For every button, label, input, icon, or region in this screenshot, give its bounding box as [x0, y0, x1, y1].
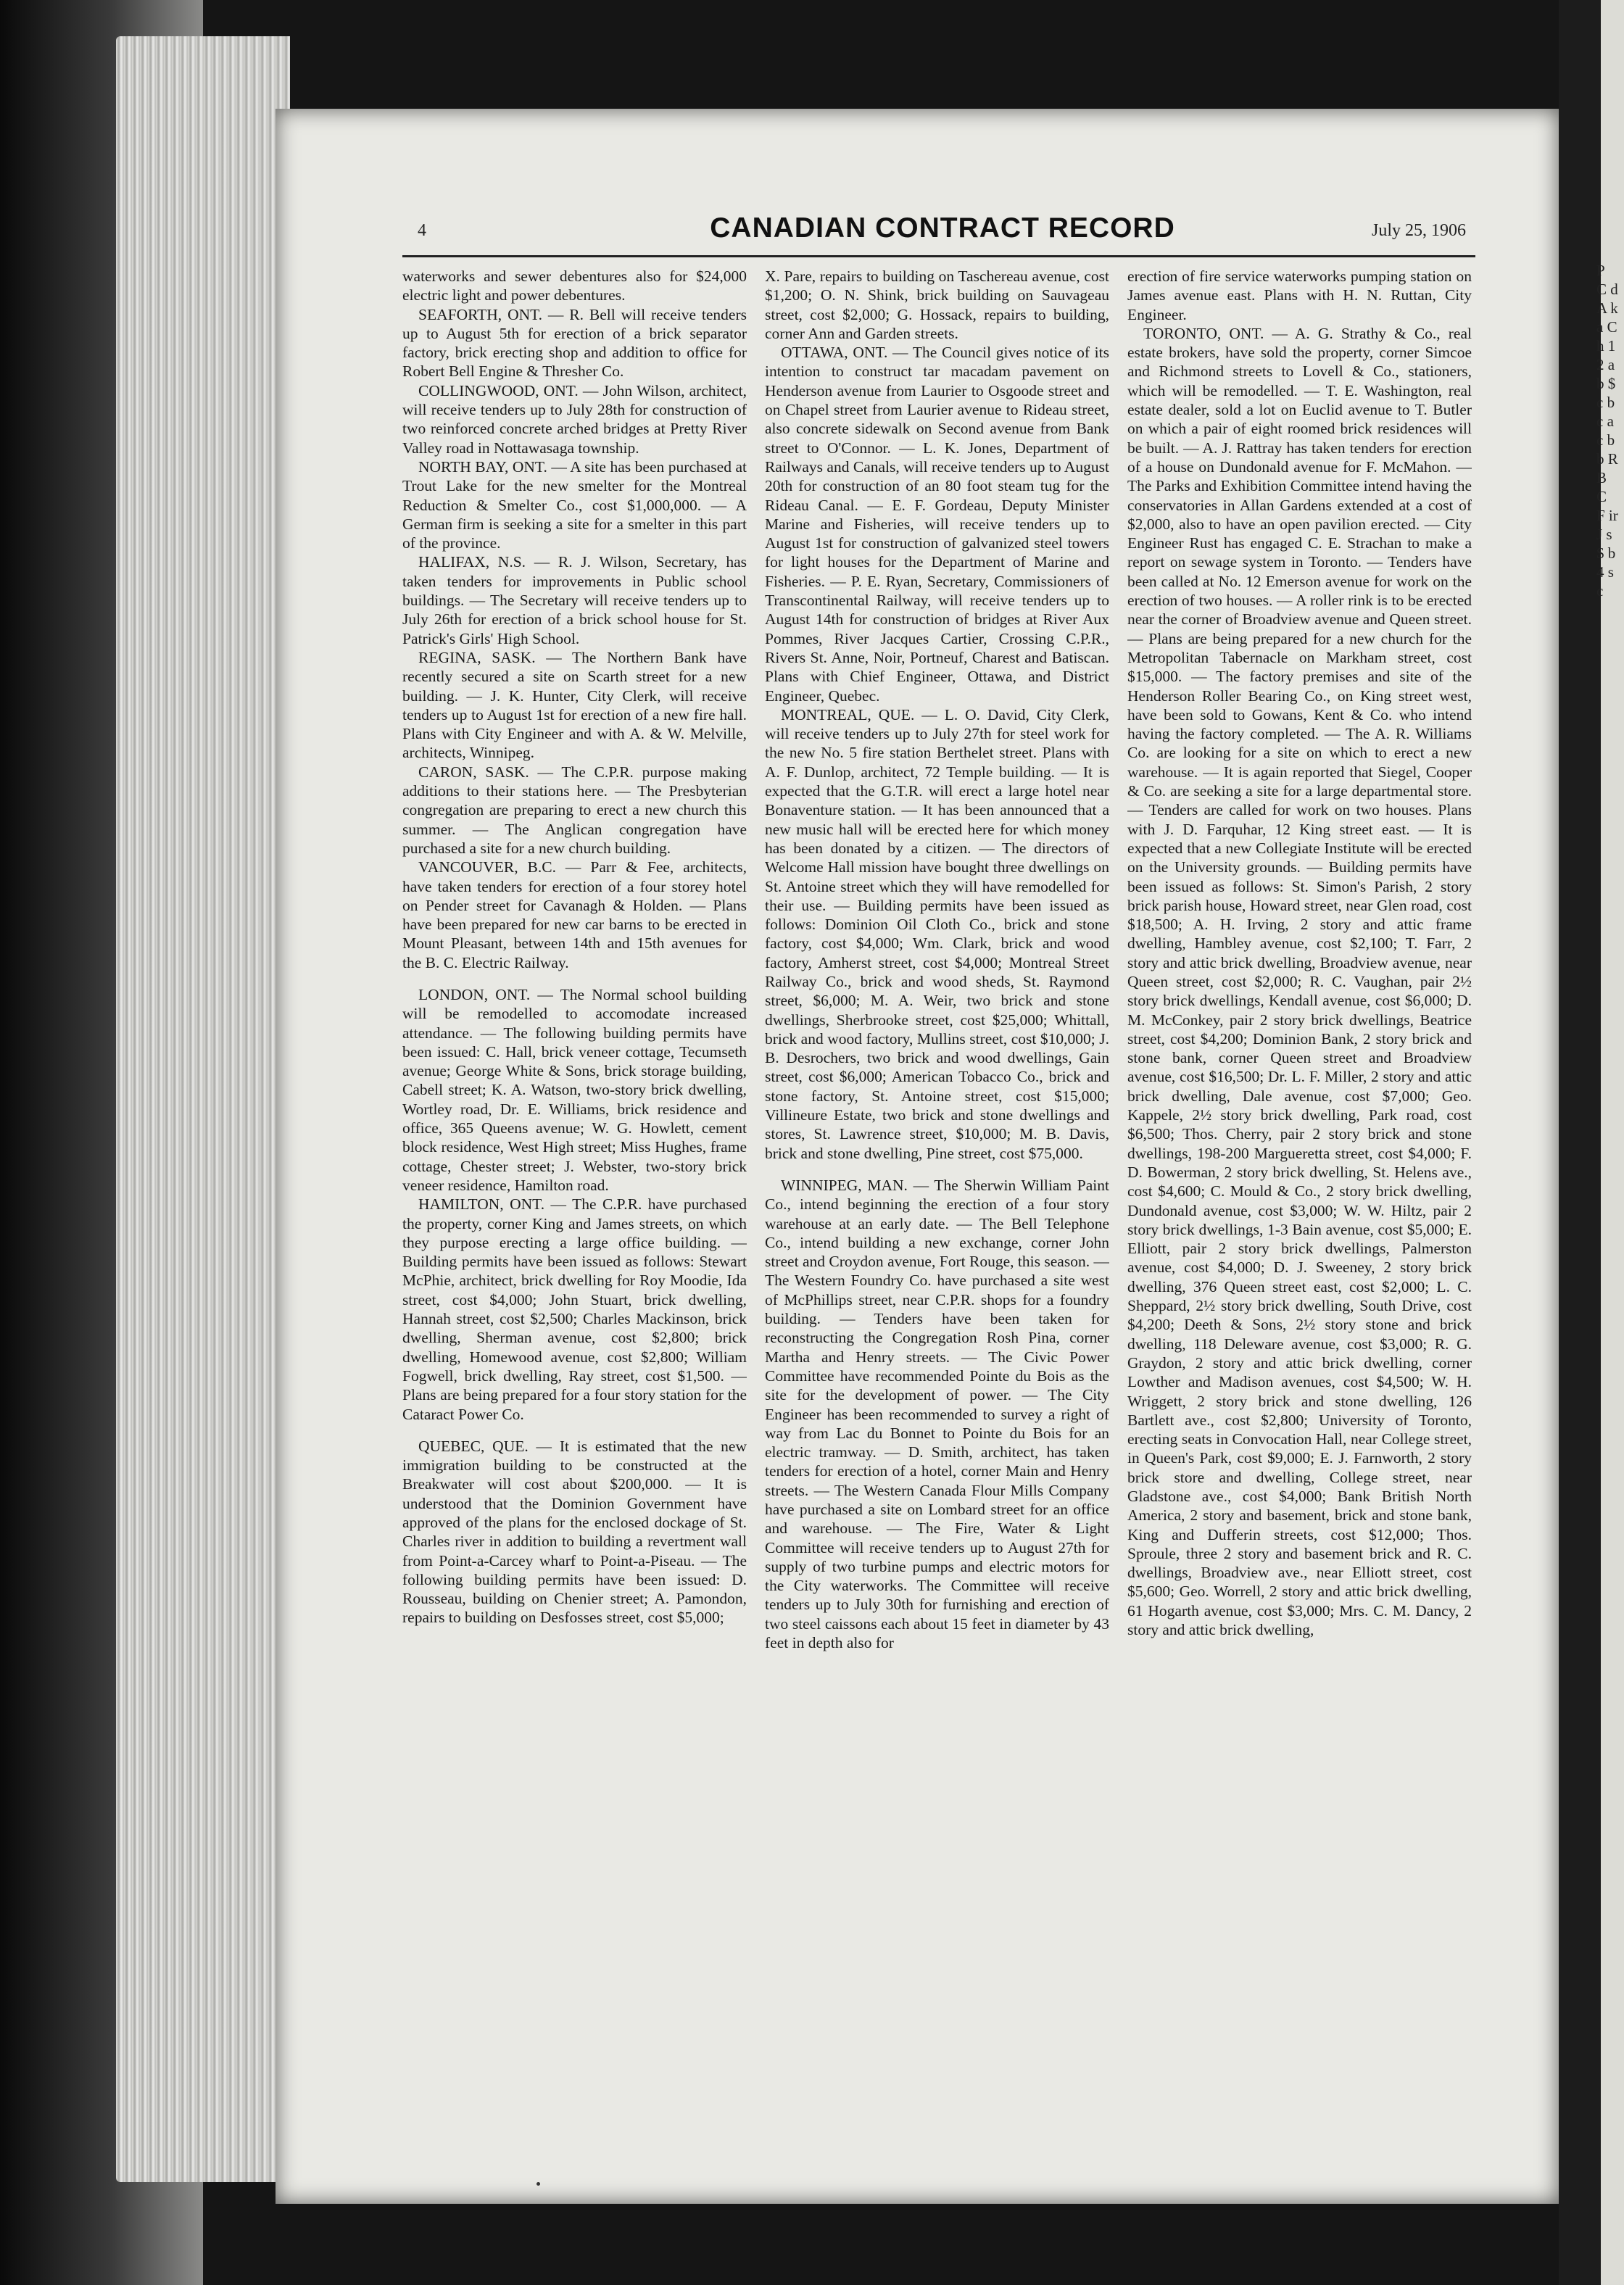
paragraph: CARON, SASK. — The C.P.R. purpose making additions to their stations here. — The Presbyterian congregation are preparing to erect a new church this summer. — The Anglican congregation have purchased a site for a new church building. [402, 763, 747, 857]
facing-page-letters: P C d A k a C h 1 2 a b $ c b c a c b b R B C F ir J s $ b 4 s c [1596, 262, 1618, 600]
paragraph: erection of fire service waterworks pumping station on James avenue east. Plans with H. N. Ruttan, City Engineer. [1127, 268, 1472, 323]
paragraph: HALIFAX, N.S. — R. J. Wilson, Secretary, has taken tenders for improvements in Public school buildings. — The Secretary will receive tenders up to July 26th for erection of a brick school house for St. Patrick's Girls' High School. [402, 553, 747, 647]
paragraph: MONTREAL, QUE. — L. O. David, City Clerk, will receive tenders up to July 27th for steel work for the new No. 5 fire station Berthelet street. Plans with A. F. Dunlop, architect, 72 Temple building. — It is expected that the G.T.R. will erect a large hotel near Bonaventure station. — It has been announced that a new music hall will be erected here for which money has been donated by a citizen. — The directors of Welcome Hall mission have bought three dwellings on St. Antoine street which they will have remodelled for their use. — Building permits have been issued as follows: Dominion Oil Cloth Co., brick and stone factory, cost $4,000; Wm. Clark, brick and wood factory, Amherst street, cost $4,000; Montreal Street Railway Co., brick and wood sheds, St. Raymond street, $6,000; M. A. Weir, two brick and stone dwellings, Sherbrooke street, cost $25,000; Whittall, brick and wood factory, Mullins street, cost $10,000; J. B. Desrochers, two brick and wood dwellings, Gain street, cost $6,000; American Tobacco Co., brick and stone factory, St. Antoine street, cost $15,000; Villineure Estate, two brick and stone dwellings and stores, St. Lawrence street, $10,000; M. B. Davis, brick and stone dwelling, Pine street, cost $75,000. [765, 705, 1109, 1162]
header-rule [402, 255, 1475, 257]
print-speck [536, 2182, 540, 2186]
issue-date: July 25, 1906 [1371, 221, 1466, 240]
page-stack-edges [116, 36, 290, 2182]
masthead-title: CANADIAN CONTRACT RECORD [710, 212, 1175, 244]
paragraph: VANCOUVER, B.C. — Parr & Fee, architects, have taken tenders for erection of a four storey hotel on Pender street for Cavanagh & Holden. — Plans have been prepared for new car barns to be erected in Mount Pleasant, between 14th and 15th avenues for the B. C. Electric Railway. [402, 858, 747, 971]
page-number: 4 [418, 221, 426, 240]
paragraph: TORONTO, ONT. — A. G. Strathy & Co., real estate brokers, have sold the property, corner Simcoe and Richmond streets to Lovell & Co., stationers, which will be remodelled. — T. E. Washington, real estate dealer, sold a lot on Euclid avenue to T. Butler on which a pair of eight roomed brick residences will be built. — A. J. Rattray has taken tenders for erection of a house on Dundonald avenue for F. McMahon. — The Parks and Exhibition Committee intend having the conservatories in Allan Gardens extended at a cost of $2,000, also to have an open pavilion erected. — City Engineer Rust has engaged C. E. Strachan to make a report on sewage system in Toronto. — Tenders have been called at No. 12 Emerson avenue for work on the erection of two houses. — A roller rink is to be erected near the corner of Broadview avenue and Queen street. — Plans are being prepared for a new church for the Metropolitan Tabernacle on Markham street, cost $15,000. — The factory premises and site of the Henderson Roller Bearing Co., on King street west, have been sold to Gowans, Kent & Co. who intend having the factory completed. — The A. R. Williams Co. are looking for a site on which to erect a new warehouse. — It is again reported that Siegel, Cooper & Co. are seeking a site for a large departmental store. — Tenders are called for work on two houses. Plans with J. D. Farquhar, 12 King street east. — It is expected that a new Collegiate Institute will be erected on the University grounds. — Building permits have been issued as follows: St. Simon's Parish, 2 story brick parish house, Howard street, near Glen road, cost $18,500; A. H. Irving, 2 story and attic frame dwelling, Hambley avenue, cost $2,100; T. Farr, 2 story and attic brick dwelling, Broadview avenue, near Queen street, cost $2,000; R. C. Vaughan, pair 2½ story brick dwellings, Kendall avenue, cost $6,000; D. M. McConkey, pair 2 story brick dwellings, Beatrice street, cost $4,200; Dominion Bank, 2 story brick and stone bank, corner Queen street and Broadview avenue, cost $16,500; Dr. L. F. Miller, 2 story and attic brick dwelling, Dale avenue, cost $7,000; Geo. Kappele, 2½ story brick dwelling, Park road, cost $6,500; Thos. Cherry, pair 2 story brick and stone dwellings, 198-200 Margueretta street, cost $4,000; F. D. Bowerman, 2 story brick dwelling, St. Helens ave., cost $4,600; C. Mould & Co., 2 story brick dwelling, Dundonald avenue, cost $3,000; W. W. Hiltz, pair 2 story brick dwellings, 1-3 Bain avenue, cost $5,000; E. Elliott, pair 2 story brick dwellings, Palmerston avenue, cost $4,000; D. J. Sweeney, 2 story brick dwelling, 376 Queen street east, cost $2,000; L. C. Sheppard, 2½ story brick dwelling, South Drive, cost $4,200; Deeth & Sons, 2½ story stone and brick dwelling, 118 Deleware avenue, cost $3,000; R. G. Graydon, 2 story and attic brick dwelling, corner Lowther and Madison avenues, cost $4,500; W. H. Wriggett, 2 story brick and stone dwelling, 126 Bartlett ave., cost $2,800; University of Toronto, erecting seats in Convocation Hall, near College street, in Queen's Park, cost $9,000; E. J. Farnworth, 2 story brick store and dwelling, College street, near Gladstone ave., cost $4,000; Bank British North America, 2 story and basement, brick and stone bank, King and Dufferin streets, cost $12,000; Thos. Sproule, three 2 story and basement brick and R. C. dwellings, Broadview ave., near Elliott street, cost $5,600; Geo. Worrell, 2 story and attic brick dwelling, 61 Hogarth avenue, cost $3,000; Mrs. C. M. Dancy, 2 story and attic brick dwelling, [1127, 324, 1472, 1639]
paragraph: COLLINGWOOD, ONT. — John Wilson, architect, will receive tenders up to July 28th for construction of two reinforced concrete arched bridges at Pretty River Valley road in Nottawasaga township. [402, 381, 747, 457]
paragraph: LONDON, ONT. — The Normal school building will be remodelled to accomodate increased attendance. — The following building permits have been issued: C. Hall, brick veneer cottage, Tecumseth avenue; George White & Sons, brick storage building, Cabell street; K. A. Watson, two-story brick dwelling, Wortley road, Dr. E. Williams, brick residence and office, 365 Queens avenue; W. G. Howlett, cement block residence, West High street; Miss Hughes, frame cottage, Chester street; J. Webster, two-story brick veneer residence, Hamilton road. [402, 985, 747, 1194]
column-2 [765, 267, 1109, 2181]
paragraph: REGINA, SASK. — The Northern Bank have recently secured a site on Scarth street for a new building. — J. K. Hunter, City Clerk, will receive tenders up to August 1st for erection of a new fire hall. Plans with City Engineer and with A. & W. Melville, architects, Winnipeg. [402, 648, 747, 762]
paragraph: SEAFORTH, ONT. — R. Bell will receive tenders up to August 5th for erection of a brick separator factory, brick erecting shop and addition to office for Robert Bell Engine & Thresher Co. [402, 305, 747, 381]
paragraph: OTTAWA, ONT. — The Council gives notice of its intention to construct tar macadam pavement on Henderson avenue from Laurier to Osgoode street and on Chapel street from Laurier avenue to Rideau street, also concrete sidewalk on Second avenue from Bank street to O'Connor. — L. K. Jones, Department of Railways and Canals, will receive tenders up to August 20th for construction of an 80 foot steam tug for the Rideau Canal. — E. F. Gordeau, Deputy Minister Marine and Fisheries, will receive tenders up to August 1st for construction of galvanized steel towers for light houses for the Department of Marine and Fisheries. — P. E. Ryan, Secretary, Commissioners of Transcontinental Railway, will receive tenders up to August 14th for construction of bridges at River Aux Pommes, River Jacques Cartier, Crossing C.P.R., Rivers St. Anne, Noir, Portneuf, Charest and Batiscan. Plans with Chief Engineer, Ottawa, and District Engineer, Quebec. [765, 344, 1109, 705]
page-header [413, 212, 1472, 250]
paragraph: X. Pare, repairs to building on Taschereau avenue, cost $1,200; O. N. Shink, brick building on Sauvageau street, cost $2,000; G. Hossack, repairs to building, corner Ann and Garden streets. [765, 268, 1109, 342]
paragraph: WINNIPEG, MAN. — The Sherwin William Paint Co., intend beginning the erection of a four story warehouse at an early date. — The Bell Telephone Co., intend building a new exchange, corner John street and Croydon avenue, Fort Rouge, this season. — The Western Foundry Co. have purchased a site west of McPhillips street, near C.P.R. shops for a foundry building. — Tenders have been taken for reconstructing the Congregation Rosh Pina, corner Martha and Henry streets. — The Civic Power Committee have recommended Pointe du Bois as the site for the development of power. — The City Engineer has been recommended to survey a right of way from Lac du Bonnet to Pointe du Bois for an electric tramway. — D. Smith, architect, has taken tenders for erection of a hotel, corner Main and Henry streets. — The Western Canada Flour Mills Company have purchased a site on Lombard street for an office and warehouse. — The Fire, Water & Light Committee will receive tenders up to August 27th for supply of two turbine pumps and electric motors for the City waterworks. The Committee will receive tenders up to July 30th for furnishing and erection of two steel caissons each about 15 feet in diameter by 43 feet in depth also for [765, 1176, 1109, 1652]
column-1 [402, 267, 747, 2181]
column-3 [1127, 267, 1472, 2181]
paragraph: QUEBEC, QUE. — It is estimated that the new immigration building to be constructed at the Breakwater will cost about $200,000. — It is understood that the Dominion Government have approved of the plans for the enclosed dockage of St. Charles river in addition to building a revertment wall from Point-a-Carcey wharf to Point-a-Piseau. — The following building permits have been issued: D. Rousseau, building on Chenier street; A. Pamondon, repairs to building on Desfosses street, cost $5,000; [402, 1437, 747, 1627]
paragraph: HAMILTON, ONT. — The C.P.R. have purchased the property, corner King and James streets, on which they purpose erecting a large office building. — Building permits have been issued as follows: Stewart McPhie, architect, brick dwelling for Roy Moodie, Ida street, cost $4,000; John Stuart, brick dwelling, Hannah street, cost $2,500; Charles Mackinson, brick dwelling, Sherman avenue, cost $2,800; brick dwelling, Homewood avenue, cost $2,800; William Fogwell, brick dwelling, Ray street, cost $1,500. — Plans are being prepared for a four story station for the Cataract Power Co. [402, 1195, 747, 1423]
paragraph: NORTH BAY, ONT. — A site has been purchased at Trout Lake for the new smelter for the Montreal Reduction & Smelter Co., cost $1,000,000. — A German firm is seeking a site for a smelter in this part of the province. [402, 457, 747, 552]
paragraph: waterworks and sewer debentures also for $24,000 electric light and power debentures. [402, 268, 747, 304]
